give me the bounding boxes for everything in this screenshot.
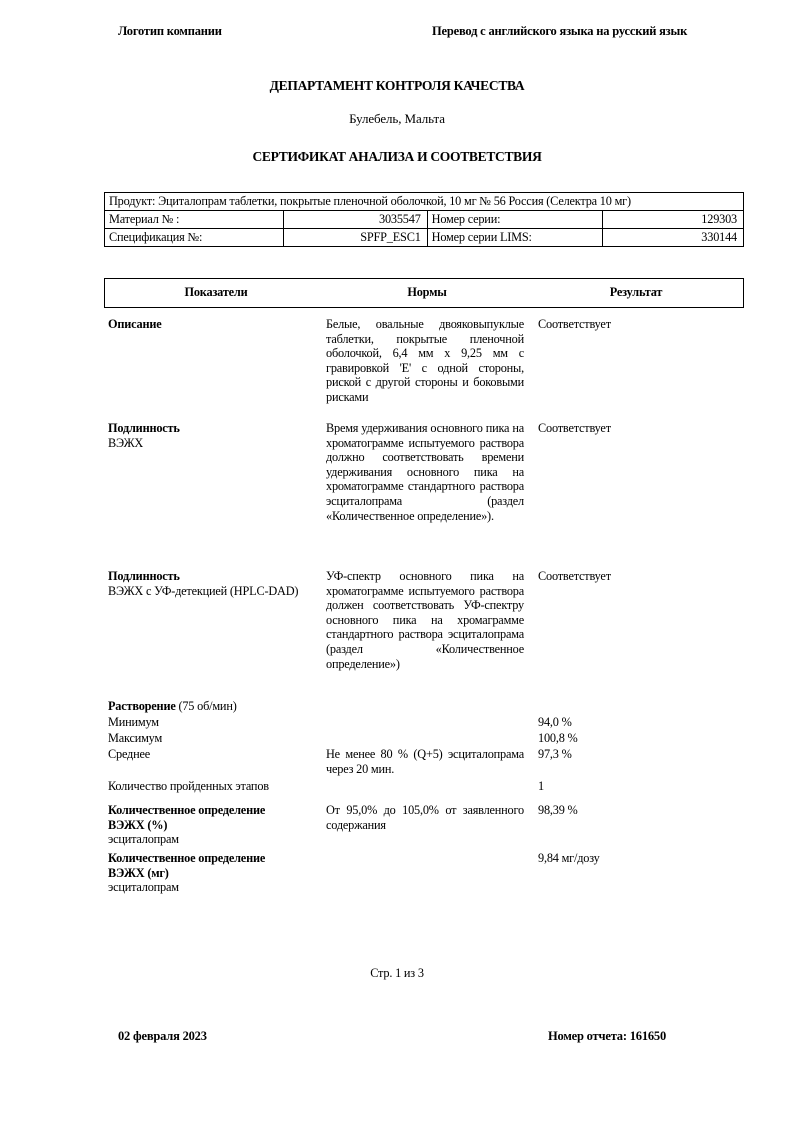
column-header-norms: Нормы [407,285,447,299]
assay-percent-result: 98,39 % [538,803,578,817]
product-cell [105,193,744,211]
material-label: Материал № : [105,211,284,229]
assay-percent-line2: ВЭЖХ (%) [108,817,168,832]
dissolution-stages-row [104,779,744,803]
assay-percent-line1: Количественное определение [108,803,266,817]
row-result: Соответствует [538,317,611,331]
dissolution-title-row [104,699,744,715]
department-title: ДЕПАРТАМЕНТ КОНТРОЛЯ КАЧЕСТВА [269,78,525,93]
row-parameter [108,421,324,450]
table-row [105,229,744,247]
product-value: Эциталопрам таблетки, покрытые пленочной оболочкой, 10 мг № 56 Россия (Селектра 10 мг) [158,194,631,208]
dissolution-maximum-value: 100,8 % [538,731,578,745]
footer-report-number: Номер отчета: 161650 [548,1029,667,1043]
row-parameter-bold: Подлинность [108,569,180,583]
dissolution-stages-label: Количество пройденных этапов [108,779,269,793]
dissolution-minimum-row [104,715,744,731]
assay-mg-line1: Количественное определение [108,851,266,865]
results-table-header [104,278,744,308]
row-parameter-detail: ВЭЖХ с УФ-детекцией (HPLC-DAD) [108,583,299,598]
assay-percent-parameter [108,803,324,847]
product-label: Продукт: [109,194,156,208]
row-norm: Время удерживания основного пика на хроматограмме испытуемого раствора должно соответствовать времени удерживания основного пика на хроматограмме стандартного раствора эсциталопрама (раздел «Количественное определение»). [326,421,524,523]
dissolution-average-value: 97,3 % [538,747,572,761]
results-table [104,278,744,899]
lims-value: 330144 [602,229,743,247]
row-parameter-bold: Описание [108,317,162,331]
column-header-parameter: Показатели [184,285,248,299]
material-value: 3035547 [284,211,427,229]
city-line: Булебель, Мальта [349,111,445,126]
assay-mg-line3: эсциталопрам [108,880,179,895]
table-row [104,421,744,569]
row-result: Соответствует [538,569,611,583]
row-parameter-detail: ВЭЖХ [108,435,144,450]
dissolution-stages-value: 1 [538,779,544,793]
table-row [105,211,744,229]
certificate-title: СЕРТИФИКАТ АНАЛИЗА И СООТВЕТСТВИЯ [252,149,542,164]
row-parameter [108,317,324,332]
assay-mg-row [104,851,744,899]
dissolution-title-rest: (75 об/мин) [175,699,237,713]
dissolution-minimum-value: 94,0 % [538,715,572,729]
assay-percent-line3: эсциталопрам [108,832,179,847]
column-header-result: Результат [609,285,663,299]
assay-percent-norm: От 95,0% до 105,0% от заявленного содержания [326,803,524,832]
translation-note: Перевод с английского языка на русский язык [432,24,688,38]
product-info-table [104,192,744,247]
lims-label: Номер серии LIMS: [427,229,602,247]
results-rows [104,317,744,899]
assay-mg-parameter [108,851,324,895]
assay-mg-result: 9,84 мг/дозу [538,851,600,865]
assay-percent-row [104,803,744,851]
spec-label: Спецификация №: [105,229,284,247]
spec-value: SPFP_ESC1 [284,229,427,247]
assay-mg-line2: ВЭЖХ (мг) [108,865,169,880]
batch-label: Номер серии: [427,211,602,229]
row-result: Соответствует [538,421,611,435]
dissolution-minimum-label: Минимум [108,715,159,729]
row-norm: Белые, овальные двояковыпуклые таблетки, покрытые пленочной оболочкой, 6,4 мм х 9,25 мм с гравировкой 'E' с одной стороны, риской с другой стороны и боковыми рисками [326,317,524,404]
table-row [104,317,744,421]
dissolution-average-label: Среднее [108,747,150,761]
dissolution-maximum-row [104,731,744,747]
dissolution-title [108,699,324,714]
dissolution-maximum-label: Максимум [108,731,163,745]
table-row [104,569,744,699]
title-block [0,78,794,165]
table-row [105,193,744,211]
row-norm: УФ-спектр основного пика на хроматограмме испытуемого раствора должен соответствовать УФ-спектру основного пика на хромаграмме стандартного раствора эсциталопрама (раздел «Количественное определение») [326,569,524,671]
footer-date: 02 февраля 2023 [118,1029,207,1043]
row-parameter-bold: Подлинность [108,421,180,435]
batch-value: 129303 [602,211,743,229]
dissolution-average-row [104,747,744,779]
row-parameter [108,569,324,598]
company-logo-placeholder: Логотип компании [118,24,222,38]
dissolution-title-bold: Растворение [108,699,176,713]
dissolution-average-norm: Не менее 80 % (Q+5) эсциталопрама через 20 мин. [326,747,524,776]
page-indicator: Стр. 1 из 3 [370,966,424,980]
